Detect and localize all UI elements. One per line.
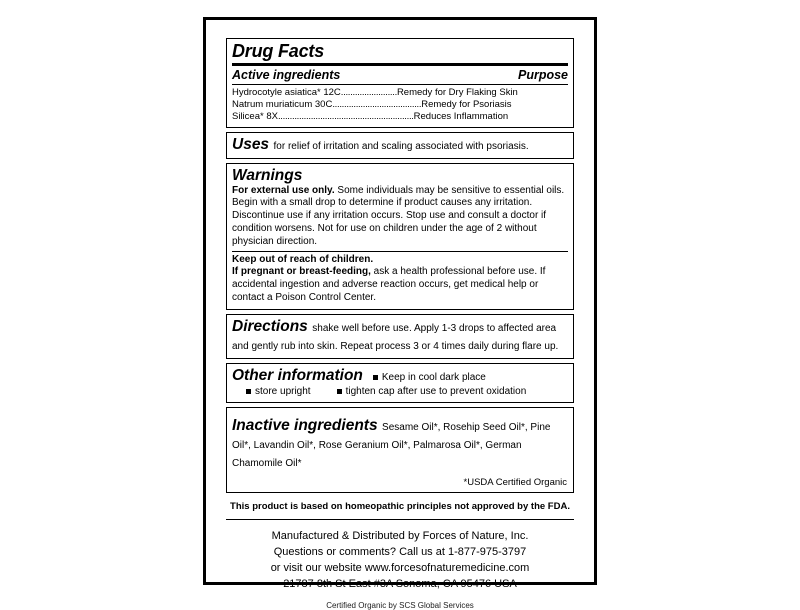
other-info-bullet-label: tighten cap after use to prevent oxidation [345, 385, 527, 397]
fda-statement: This product is based on homeopathic principles not approved by the FDA. [230, 500, 570, 512]
directions-heading: Directions [232, 317, 308, 335]
ingredient-name: Natrum muriaticum 30C [232, 98, 333, 110]
warnings-paragraph-3 [232, 266, 568, 304]
external-use-only-text: For external use only. [232, 184, 335, 196]
uses-text: for relief of irritation and scaling associated with psoriasis. [273, 140, 529, 152]
other-info-bullet [373, 371, 486, 384]
dot-leader: .......................................................... [277, 110, 414, 122]
purpose-label: Purpose [517, 67, 568, 82]
warnings-panel [226, 163, 574, 310]
keep-out-of-reach-text: Keep out of reach of children. [232, 253, 374, 265]
other-info-bullet-label: store upright [255, 385, 311, 397]
square-bullet-icon [337, 389, 342, 394]
other-info-bullet [246, 385, 311, 398]
other-info-row-1 [232, 367, 568, 385]
dot-leader: ...................................... [332, 98, 422, 110]
warnings-rule [232, 251, 568, 252]
drug-facts-header-panel [226, 38, 574, 128]
ingredient-purpose: Remedy for Dry Flaking Skin [396, 86, 518, 98]
ingredient-name: Hydrocotyle asiatica* 12C [232, 86, 341, 98]
other-info-bullet [337, 385, 527, 398]
warnings-body-1: Some individuals may be sensitive to essential oils. Begin with a small drop to determine if product causes any irritation. Discontinue use if any irritation occurs. Stop use and consult a doctor if condition worsens. Not for use on children under the age of 2 without physician direction. [232, 184, 565, 247]
address-line: 21787 8th St East #3A Sonoma, CA 95476 USA [283, 577, 517, 590]
ingredient-name: Silicea* 8X [232, 110, 278, 122]
label-content [226, 38, 574, 610]
inactive-ingredients-text: Sesame Oil*, Rosehip Seed Oil*, Pine Oil*, Lavandin Oil*, Rose Geranium Oil*, Palmarosa Oil*, German Chamomile Oil* [232, 421, 551, 469]
dot-leader: ........................ [340, 86, 397, 98]
uses-panel [226, 132, 574, 159]
drug-facts-label [203, 17, 597, 610]
other-info-bullet-label: Keep in cool dark place [381, 371, 486, 383]
other-information-heading: Other information [232, 366, 363, 384]
active-ingredients-label: Active ingredients [232, 67, 341, 82]
other-information-panel [226, 363, 574, 403]
ingredient-purpose: Reduces Inflammation [413, 110, 509, 122]
ingredient-purpose: Remedy for Psoriasis [421, 98, 512, 110]
certification-line: Certified Organic by SCS Global Services [326, 601, 474, 610]
directions-panel [226, 314, 574, 359]
title-rule [232, 63, 568, 66]
footer-address-block [226, 529, 574, 593]
page-title: Drug Facts [232, 41, 325, 61]
manufacturer-line: Manufactured & Distributed by Forces of Nature, Inc. [271, 529, 529, 542]
uses-heading: Uses [232, 135, 270, 153]
phone-line: Questions or comments? Call us at 1-877-975-3797 [273, 545, 527, 558]
active-ingredient-row [232, 111, 568, 123]
inactive-ingredients-panel [226, 407, 574, 493]
warnings-heading: Warnings [232, 166, 303, 184]
warnings-paragraph-1 [232, 185, 568, 249]
active-ingredient-row [232, 99, 568, 111]
other-info-row-2 [232, 385, 568, 398]
warnings-heading-row [232, 167, 568, 185]
square-bullet-icon [373, 375, 378, 380]
directions-text: shake well before use. Apply 1-3 drops to affected area and gently rub into skin. Repeat process 3 or 4 times daily during flare up. [232, 322, 559, 352]
square-bullet-icon [246, 389, 251, 394]
active-ingredient-row [232, 87, 568, 99]
active-ingredients-header [232, 68, 568, 82]
usda-organic-note: *USDA Certified Organic [463, 476, 567, 488]
warnings-body-3: ask a health professional before use. If accidental ingestion and adverse reaction occurs, get medical help or contact a Poison Control Center. [232, 266, 546, 303]
footer-divider [226, 519, 574, 520]
active-header-rule [232, 84, 568, 85]
inactive-ingredients-heading: Inactive ingredients [232, 416, 378, 434]
pregnancy-warning-lead: If pregnant or breast-feeding, [232, 266, 371, 278]
website-line: or visit our website www.forcesofnaturemedicine.com [270, 561, 530, 574]
